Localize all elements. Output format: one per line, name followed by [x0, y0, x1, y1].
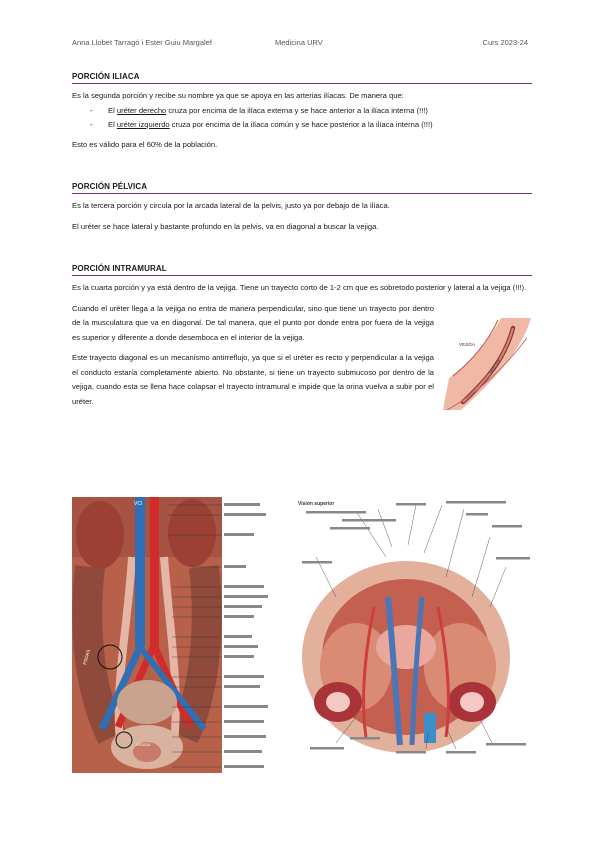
- ureter-bladder-illustration: [443, 318, 533, 410]
- pelvis-superior-view-illustration: [296, 497, 532, 759]
- paragraph: Cuando el uréter llega a la vejiga no entra de manera perpendicular, sino que tiene un trayecto por dentro de la musculatura que va en diagonal. De tal manera, que el punto por donde entra por fuera de la vejiga es superior y diferente a donde desemboca en el interior de la vejiga.: [72, 303, 434, 342]
- section-title: PORCIÓN PÉLVICA: [72, 182, 532, 194]
- ureter-label: URÉTER: [487, 358, 502, 375]
- section-title: PORCIÓN ILIACA: [72, 72, 532, 84]
- section-title: PORCIÓN INTRAMURAL: [72, 264, 532, 276]
- list-item: - El uréter izquierdo cruza por encima de la ilíaca común y se hace posterior a la ilíaca interna (!!!): [90, 118, 532, 132]
- header-subject: Medicina URV: [275, 38, 323, 47]
- section-pelvica: [72, 182, 532, 234]
- paragraph: Es la segunda porción y recibe su nombre ya que se apoya en las arterias ilíacas. De manera que:: [72, 91, 404, 100]
- vejiga-label: VEJIGA: [136, 742, 151, 747]
- posterior-abdominal-wall-illustration: [72, 497, 288, 773]
- header-authors: Anna Llobet Tarragó i Ester Guiu Margalef: [72, 38, 212, 47]
- vci-label: VCI: [134, 501, 143, 507]
- page-header: [72, 38, 528, 50]
- figure-title: Visión superior: [298, 501, 335, 507]
- psoas-label: PSOAS: [82, 648, 91, 666]
- paragraph: Este trayecto diagonal es un mecanismo antirreflujo, ya que si el uréter es recto y perpendicular a la vejiga el conducto estaría completamente abierto. No obstante, si tiene un trayecto submucoso por dentro de la vejiga, cuando esta se llena hace colapsar el trayecto intramural e impide que la orina vuelva a subir por el uréter.: [72, 353, 434, 406]
- paragraph: Es la cuarta porción y ya está dentro de la vejiga. Tiene un trayecto corto de 1-2 cm que es sobretodo posterior y lateral a la vejiga (!!!).: [72, 283, 527, 292]
- paragraph: Es la tercera porción y circula por la arcada lateral de la pelvis, justo ya por debajo de la ilíaca.: [72, 201, 390, 210]
- header-course: Curs 2023-24: [482, 38, 528, 47]
- bullet-list: [72, 104, 532, 132]
- vejiga-label: VEJIGA: [459, 342, 476, 347]
- paragraph: El uréter se hace lateral y bastante profundo en la pelvis, va en diagonal a buscar la vejiga.: [72, 221, 379, 231]
- list-item: - El uréter derecho cruza por encima de la ilíaca externa y se hace anterior a la ilíaca interna (!!!): [90, 104, 532, 118]
- paragraph: Esto es válido para el 60% de la población.: [72, 139, 218, 149]
- section-iliaca: [72, 72, 532, 152]
